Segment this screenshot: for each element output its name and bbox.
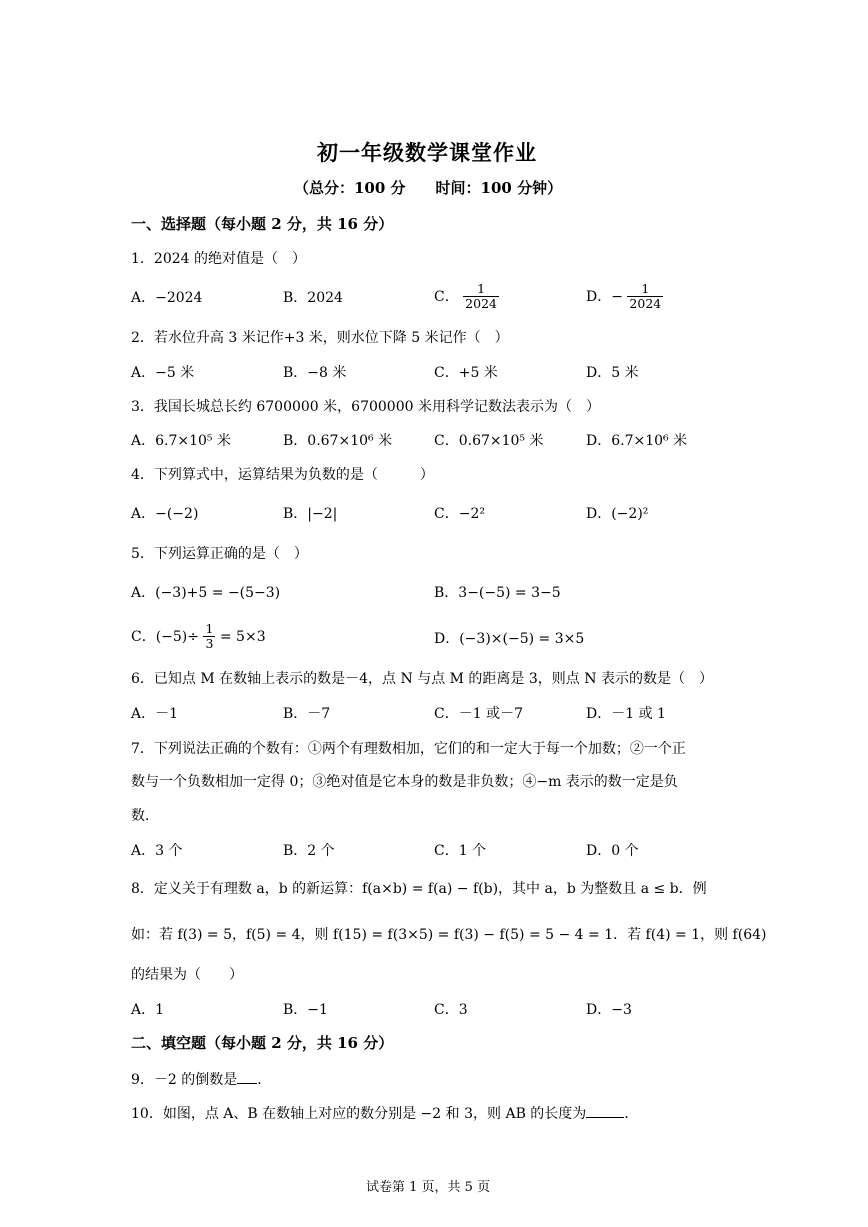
question-7-line-2: 数与一个负数相加一定得 0；③绝对值是它本身的数是非负数；④−m 表示的数一定是负 bbox=[131, 774, 678, 790]
question-8-line-2: 如：若 f(3) = 5，f(5) = 4，则 f(15) = f(3×5) = f(3) − f(5) = 5 − 4 = 1．若 f(4) = 1，则 f(64) bbox=[131, 927, 767, 943]
question-1-option-c bbox=[434, 282, 499, 312]
question-7-option-b: B．2 个 bbox=[283, 843, 335, 859]
fraction-denominator: 2024 bbox=[465, 296, 497, 312]
question-5-option-d: D．(−3)×(−5) = 3×5 bbox=[434, 631, 585, 647]
fraction-numerator: 1 bbox=[205, 621, 214, 636]
question-2-option-c: C．+5 米 bbox=[434, 365, 498, 381]
question-7-option-d: D．0 个 bbox=[586, 843, 639, 859]
question-6-stem: 6．已知点 M 在数轴上表示的数是－4，点 N 与点 M 的距离是 3，则点 N 表示的数是（ ） bbox=[131, 671, 713, 687]
page-footer: 试卷第 1 页，共 5 页 bbox=[366, 1180, 491, 1195]
page-title: 初一年级数学课堂作业 bbox=[317, 140, 537, 165]
question-6-option-d: D．－1 或 1 bbox=[586, 706, 666, 722]
section-heading-fill-in: 二、填空题（每小题 2 分，共 16 分） bbox=[131, 1034, 394, 1052]
question-8-line-1: 8．定义关于有理数 a，b 的新运算：f(a×b) = f(a) − f(b)，其中 a，b 为整数且 a ≤ b．例 bbox=[131, 881, 707, 897]
question-1-option-b: B．2024 bbox=[283, 290, 343, 306]
question-7-line-1: 7．下列说法正确的个数有：①两个有理数相加，它们的和一定大于每一个加数；②一个正 bbox=[131, 741, 686, 757]
section-heading-choice: 一、选择题（每小题 2 分，共 16 分） bbox=[131, 215, 394, 233]
option-c-prefix: C．(−5)÷ bbox=[131, 628, 200, 645]
question-9-stem: 9．－2 的倒数是 bbox=[131, 1072, 238, 1088]
question-8-option-a: A．1 bbox=[131, 1002, 165, 1018]
question-4-option-a: A．−(−2) bbox=[131, 506, 199, 522]
question-8-option-c: C．3 bbox=[434, 1002, 468, 1018]
option-c-suffix: = 5×3 bbox=[219, 628, 266, 645]
answer-blank[interactable] bbox=[237, 1071, 257, 1084]
question-4-option-d: D．(−2)² bbox=[586, 506, 649, 522]
question-4-option-b: B．|−2| bbox=[283, 506, 338, 522]
page-subtitle: （总分：100 分 时间：100 分钟） bbox=[294, 179, 563, 197]
question-6-option-b: B．－7 bbox=[283, 706, 331, 722]
question-2-option-d: D．5 米 bbox=[586, 365, 639, 381]
question-10-end: ． bbox=[624, 1106, 639, 1122]
question-9 bbox=[131, 1071, 271, 1087]
fraction-denominator: 3 bbox=[205, 636, 214, 652]
question-6-option-c: C．－1 或－7 bbox=[434, 706, 523, 722]
question-3-option-a: A．6.7×10⁵ 米 bbox=[131, 433, 231, 449]
option-label: C． bbox=[434, 288, 459, 305]
question-1-option-a: A．−2024 bbox=[131, 290, 203, 306]
answer-blank[interactable] bbox=[586, 1105, 624, 1118]
question-6-option-a: A．－1 bbox=[131, 706, 179, 722]
question-5-option-a: A．(−3)+5 = −(5−3) bbox=[131, 585, 281, 601]
question-3-stem: 3．我国长城总长约 6700000 米，6700000 米用科学记数法表示为（ ） bbox=[131, 399, 600, 415]
question-2-stem: 2．若水位升高 3 米记作+3 米，则水位下降 5 米记作（ ） bbox=[131, 330, 509, 346]
fraction-numerator: 1 bbox=[477, 281, 486, 296]
question-5-option-b: B．3−(−5) = 3−5 bbox=[434, 585, 561, 601]
question-7-option-a: A．3 个 bbox=[131, 843, 183, 859]
question-1-stem: 1．2024 的绝对值是（ ） bbox=[131, 251, 306, 267]
fraction bbox=[203, 622, 215, 652]
question-8-line-3: 的结果为（ ） bbox=[131, 967, 243, 983]
fraction bbox=[627, 282, 663, 312]
question-8-option-d: D．−3 bbox=[586, 1002, 632, 1018]
question-2-option-a: A．−5 米 bbox=[131, 365, 195, 381]
question-4-stem: 4．下列算式中，运算结果为负数的是（ ） bbox=[131, 467, 434, 483]
question-7-line-3: 数． bbox=[131, 808, 159, 824]
question-7-option-c: C．1 个 bbox=[434, 843, 487, 859]
question-3-option-d: D．6.7×10⁶ 米 bbox=[586, 433, 688, 449]
question-9-end: ． bbox=[257, 1072, 272, 1088]
question-10 bbox=[131, 1105, 638, 1121]
fraction-denominator: 2024 bbox=[629, 296, 662, 312]
question-2-option-b: B．−8 米 bbox=[283, 365, 347, 381]
question-5-stem: 5．下列运算正确的是（ ） bbox=[131, 546, 308, 562]
question-3-option-b: B．0.67×10⁶ 米 bbox=[283, 433, 393, 449]
question-10-stem: 10．如图，点 A、B 在数轴上对应的数分别是 −2 和 3，则 AB 的长度为 bbox=[131, 1106, 587, 1122]
fraction-numerator: 1 bbox=[641, 281, 650, 296]
question-3-option-c: C．0.67×10⁵ 米 bbox=[434, 433, 544, 449]
question-5-option-c bbox=[131, 622, 266, 652]
question-4-option-c: C．−2² bbox=[434, 506, 485, 522]
option-label: D．− bbox=[586, 288, 623, 305]
question-8-option-b: B．−1 bbox=[283, 1002, 328, 1018]
fraction bbox=[463, 282, 499, 312]
question-1-option-d bbox=[586, 282, 663, 312]
